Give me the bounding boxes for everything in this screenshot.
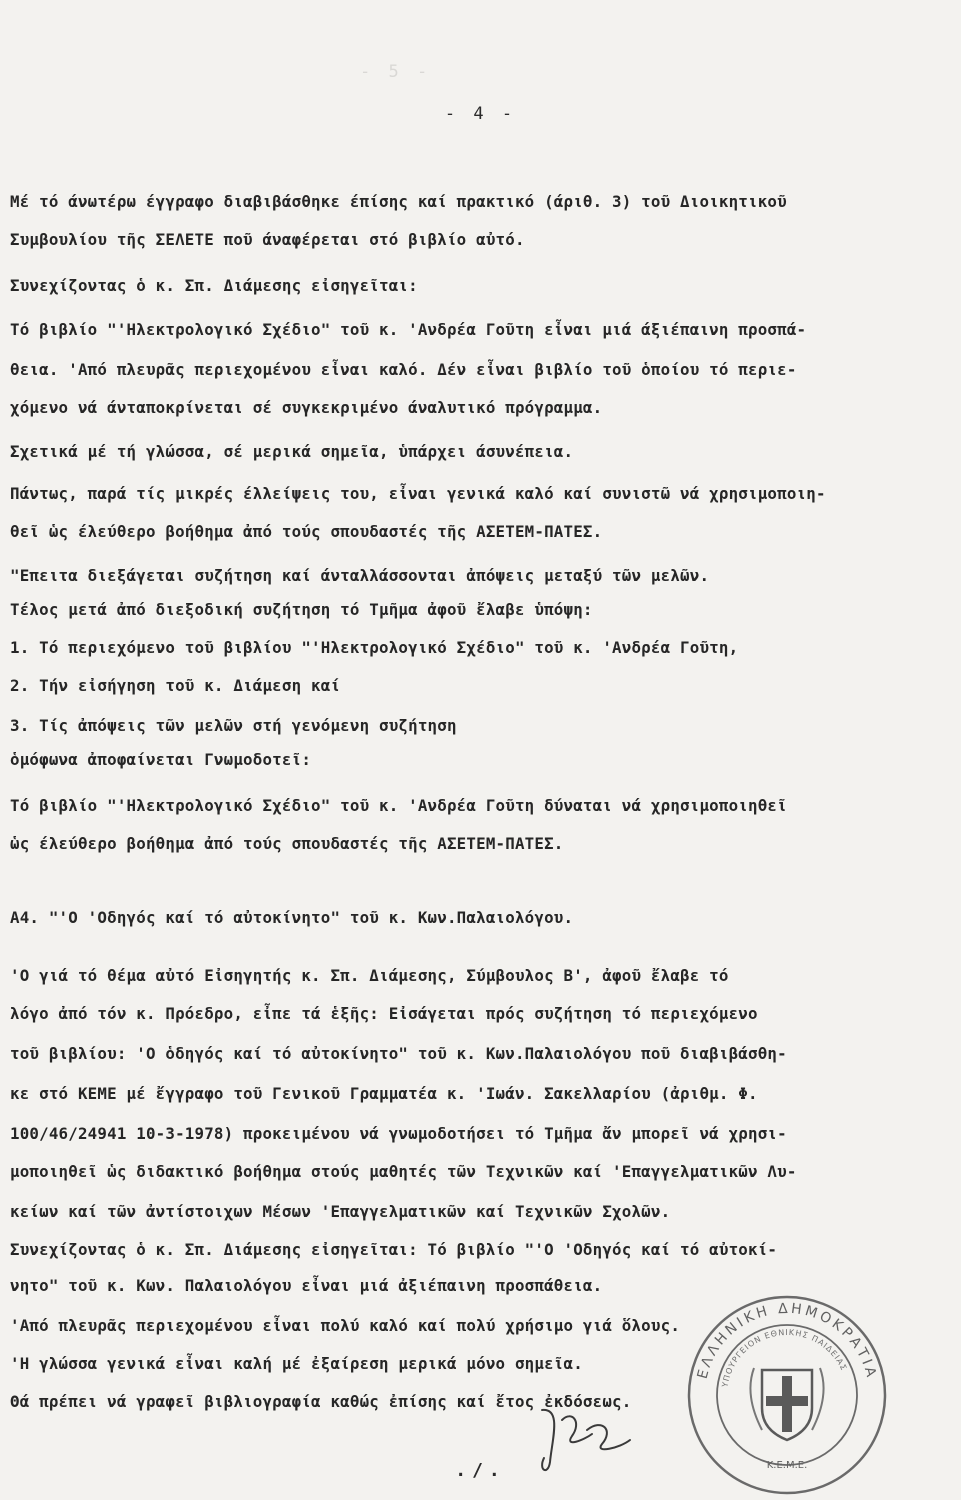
seal-inner-text: ΥΠΟΥΡΓΕΙΟΝ ΕΘΝΙΚΗΣ ΠΑΙΔΕΙΑΣ — [720, 1327, 849, 1388]
list-item: 2. Τήν εἰσήγηση τοῦ κ. Διάμεση καί — [10, 676, 341, 695]
text-line: κε στό ΚΕΜΕ μέ ἔγγραφο τοῦ Γενικοῦ Γραμματέα κ. 'Ιωάν. Σακελλαρίου (ἀριθμ. Φ. — [10, 1084, 758, 1103]
text-line: Πάντως, παρά τίς μικρές έλλείψεις του, εἶναι γενικά καλό καί συνιστῶ νά χρησιμοποιη- — [10, 484, 826, 503]
text-line: Συνεχίζοντας ὁ κ. Σπ. Διάμεσης εἰσηγεῖται: Τό βιβλίο "'Ο 'Οδηγός καί τό αὐτοκί- — [10, 1240, 778, 1259]
text-line: ὡς έλεύθερο βοήθημα ἀπό τούς σπουδαστές τῆς ΑΣΕΤΕΜ-ΠΑΤΕΣ. — [10, 834, 564, 853]
seal-ring-text: ΕΛΛΗΝΙΚΗ ΔΗΜΟΚΡΑΤΙΑ — [694, 1300, 880, 1382]
text-line: Συμβουλίου τῆς ΣΕΛΕΤΕ ποῦ άναφέρεται στό βιβλίο αὐτό. — [10, 230, 525, 249]
text-line: λόγο ἀπό τόν κ. Πρόεδρο, εἶπε τά ἑξῆς: Εἰσάγεται πρός συζήτηση τό περιεχόμενο — [10, 1004, 758, 1023]
coat-of-arms-icon — [750, 1368, 823, 1440]
text-line: Μέ τό άνωτέρω έγγραφο διαβιβάσθηκε έπίσης καί πρακτικό (άριθ. 3) τοῦ Διοικητικοῦ — [10, 192, 787, 211]
text-line: θεια. 'Από πλευρᾶς περιεχομένου εἶναι καλό. Δέν εἶναι βιβλίο τοῦ ὁποίου τό περιε- — [10, 360, 797, 379]
text-line: Συνεχίζοντας ὁ κ. Σπ. Διάμεσης εἰσηγεῖται: — [10, 276, 418, 295]
text-line: Τέλος μετά ἀπό διεξοδική συζήτηση τό Τμῆμα ἀφοῦ ἔλαβε ὑπόψη: — [10, 600, 593, 619]
text-line: Τό βιβλίο "'Ηλεκτρολογικό Σχέδιο" τοῦ κ. 'Ανδρέα Γοῦτη εἶναι μιά άξιέπαινη προσπά- — [10, 320, 807, 339]
continuation-mark: ./. — [455, 1460, 506, 1481]
ghost-page-number: - 5 - — [360, 62, 432, 82]
text-line: νητο" τοῦ κ. Κων. Παλαιολόγου εἶναι μιά ἀξιέπαινη προσπάθεια. — [10, 1276, 603, 1295]
text-line: Σχετικά μέ τή γλώσσα, σέ μερικά σημεῖα, ὑπάρχει άσυνέπεια. — [10, 442, 574, 461]
text-line: Θά πρέπει νά γραφεῖ βιβλιογραφία καθώς ἐπίσης καί ἔτος ἐκδόσεως. — [10, 1392, 632, 1411]
text-line: "Επειτα διεξάγεται συζήτηση καί άνταλλάσσονται ἀπόψεις μεταξύ τῶν μελῶν. — [10, 566, 710, 585]
text-line: ὁμόφωνα ἀποφαίνεται Γνωμοδοτεῖ: — [10, 750, 312, 769]
text-line: 'Ο γιά τό θέμα αὐτό Εἰσηγητής κ. Σπ. Διάμεσης, Σύμβουλος Β', ἀφοῦ ἔλαβε τό — [10, 966, 729, 985]
list-item: 3. Τίς ἀπόψεις τῶν μελῶν στή γενόμενη συζήτηση — [10, 716, 457, 735]
list-item: 1. Τό περιεχόμενο τοῦ βιβλίου "'Ηλεκτρολογικό Σχέδιο" τοῦ κ. 'Ανδρέα Γοῦτη, — [10, 638, 739, 657]
section-heading: Α4. "'Ο 'Οδηγός καί τό αὐτοκίνητο" τοῦ κ. Κων.Παλαιολόγου. — [10, 908, 574, 927]
text-line: 100/46/24941 10-3-1978) προκειμένου νά γνωμοδοτήσει τό Τμῆμα ἄν μπορεῖ νά χρησι- — [10, 1124, 787, 1143]
seal-bottom-text: Κ.Ε.Μ.Ε. — [766, 1460, 808, 1471]
page-number: - 4 - — [444, 104, 517, 124]
text-line: θεῖ ὡς έλεύθερο βοήθημα ἀπό τούς σπουδαστές τῆς ΑΣΕΤΕΜ-ΠΑΤΕΣ. — [10, 522, 603, 541]
text-line: 'Από πλευρᾶς περιεχομένου εἶναι πολύ καλό καί πολύ χρήσιμο γιά ὅλους. — [10, 1316, 681, 1335]
text-line: Τό βιβλίο "'Ηλεκτρολογικό Σχέδιο" τοῦ κ. 'Ανδρέα Γοῦτη δύναται νά χρησιμοποιηθεῖ — [10, 796, 787, 815]
text-line: κείων καί τῶν ἀντίστοιχων Μέσων 'Επαγγελματικῶν καί Τεχνικῶν Σχολῶν. — [10, 1202, 671, 1221]
text-line: τοῦ βιβλίου: 'Ο ὁδηγός καί τό αὐτοκίνητο" τοῦ κ. Κων.Παλαιολόγου ποῦ διαβιβάσθη- — [10, 1044, 787, 1063]
text-line: χόμενο νά άνταποκρίνεται σέ συγκεκριμένο άναλυτικό πρόγραμμα. — [10, 398, 603, 417]
text-line: 'Η γλώσσα γενικά εἶναι καλή μέ ἐξαίρεση μερικά μόνο σημεῖα. — [10, 1354, 583, 1373]
text-line: μοποιηθεῖ ὡς διδακτικό βοήθημα στούς μαθητές τῶν Τεχνικῶν καί 'Επαγγελματικῶν Λυ- — [10, 1162, 797, 1181]
